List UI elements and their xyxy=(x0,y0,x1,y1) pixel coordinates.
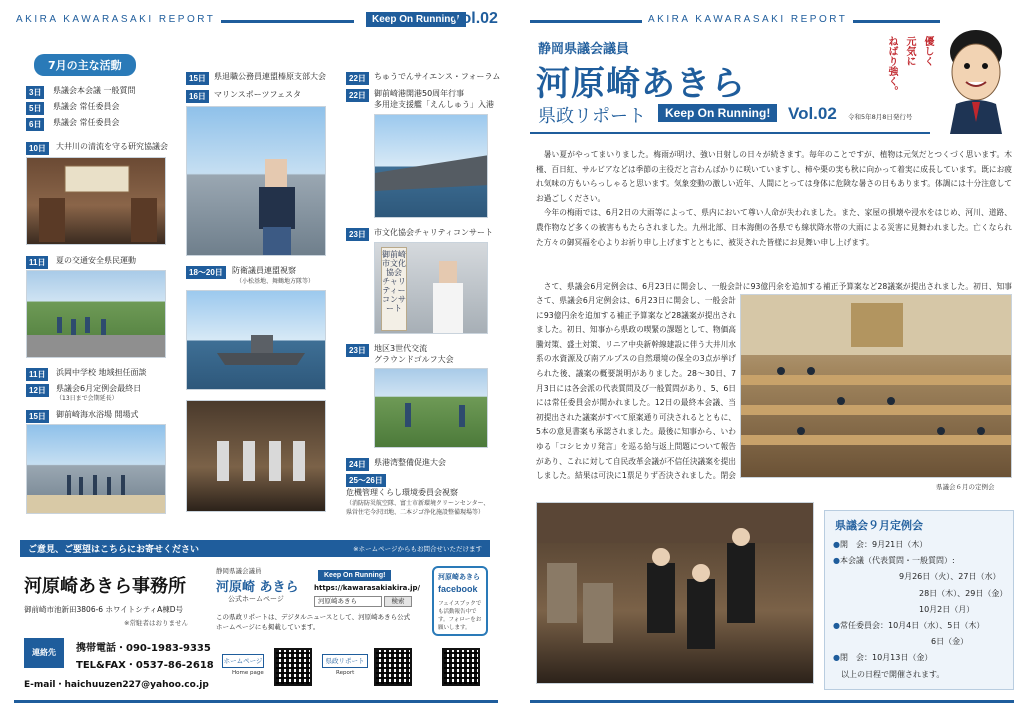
website-small-label: 静岡県議会議員 xyxy=(216,567,262,575)
right-page xyxy=(512,0,1024,724)
website-search-input[interactable]: 河原崎あきら xyxy=(314,596,382,607)
date-tag: 11日 xyxy=(26,256,48,269)
slogan-line: 優しく xyxy=(922,36,933,66)
facebook-desc: フェイスブックでも活動報告中です。フォローをお願いします。 xyxy=(438,601,482,631)
activity-text: 県議会6月定例会最終日 xyxy=(56,384,142,393)
phone-mobile[interactable]: 携帯電話・090-1983-9335 xyxy=(76,643,211,654)
activity-text: 夏の交通安全県民運動 xyxy=(56,256,136,265)
photo-inspection-group xyxy=(186,400,326,512)
report-qr[interactable] xyxy=(374,648,412,686)
title-rule xyxy=(530,132,930,134)
date-tag: 24日 xyxy=(346,458,369,471)
september-session-box xyxy=(824,510,1014,690)
activity-note: 県営住宅今沢団地、二本ジゴ浄化施設整備現場等） xyxy=(346,509,485,516)
activity-text: 浜岡中学校 地域担任面談 xyxy=(56,368,147,377)
paragraph-3-first-line xyxy=(536,280,1012,295)
office-name: 河原崎あきら事務所 xyxy=(24,576,186,597)
facebook-box[interactable] xyxy=(432,566,488,636)
photo-naval-ship xyxy=(186,290,326,390)
activity-text: 県議会 常任委員会 xyxy=(53,118,120,127)
date-tag: 22日 xyxy=(346,72,369,85)
volume-number-right: Vol.02 xyxy=(788,104,837,123)
session-line: 9月26日（火）、27日（水） xyxy=(899,572,1001,582)
website-search-button[interactable]: 検索 xyxy=(384,596,412,607)
session-footer: 以上の日程で開催されます。 xyxy=(841,669,945,679)
activity-text: 県退職公務員連盟榛原支部大会 xyxy=(214,72,326,81)
photo-traffic-safety xyxy=(26,270,166,358)
photo-ship-port xyxy=(374,114,488,218)
activity-note: （13日まで会期延長） xyxy=(56,395,118,402)
photo-river-council xyxy=(26,157,166,245)
photo-caption: 県議会６月の定例会 xyxy=(936,483,995,491)
activity-note: （小松基地、舞鶴地方隊等） xyxy=(236,278,315,285)
date-tag: 25～26日 xyxy=(346,474,386,487)
activity-text: 市文化協会チャリティコンサート xyxy=(374,228,493,237)
footer-rule xyxy=(530,700,1014,703)
date-tag: 22日 xyxy=(346,89,369,102)
email-address[interactable]: haichuuzen227@yahoo.co.jp xyxy=(64,680,209,690)
activity-text: ちゅうでんサイエンス・フォーラム xyxy=(374,72,501,81)
politician-subtitle: 静岡県議会議員 xyxy=(538,42,630,57)
report-label-right: AKIRA KAWARASAKI REPORT xyxy=(642,14,853,25)
session-item: ●閉 会：10月13日（金） xyxy=(833,653,933,663)
contact-banner-text: ご意見、ご要望はこちらにお寄せください xyxy=(28,545,200,555)
report-label: 県政リポート xyxy=(322,654,368,668)
activity-note: （消防防災航空隊、富士市新環境クリーンセンター、 xyxy=(346,500,490,507)
activity-text: 御前崎海水浴場 開場式 xyxy=(56,410,139,419)
date-tag: 6日 xyxy=(26,118,44,131)
activity-text: 地区3世代交流 xyxy=(374,344,428,353)
website-kor-badge: Keep On Running! xyxy=(318,570,391,581)
politician-name: 河原崎あきら xyxy=(536,64,746,104)
office-address: 御前崎市池新田3806-6 ホワイトシティA棟D号 xyxy=(24,605,184,614)
activity-text: マリンスポーツフェスタ xyxy=(214,90,302,99)
date-tag: 3日 xyxy=(26,86,44,99)
activity-text: 多用途支援艦「えんしゅう」入港 xyxy=(374,100,494,109)
photo-beach-opening xyxy=(26,424,166,514)
photo-marine-sports xyxy=(186,106,326,256)
phone-tel-fax[interactable]: TEL&FAX・0537-86-2618 xyxy=(76,660,214,671)
report-title: 県政リポート xyxy=(538,106,646,127)
date-tag: 12日 xyxy=(26,384,49,397)
email-label: E-mail・ xyxy=(24,680,65,690)
date-tag: 23日 xyxy=(346,344,369,357)
keep-on-running-badge: Keep On Running! xyxy=(366,12,466,27)
session-line: 6日（金） xyxy=(931,637,969,647)
photo-charity-concert xyxy=(374,242,488,334)
paragraph-3-narrow xyxy=(536,294,736,486)
intro-paragraphs xyxy=(536,148,1012,250)
contact-banner xyxy=(20,540,490,557)
date-tag: 5日 xyxy=(26,102,44,115)
office-note: ※常駐者はおりません xyxy=(124,619,188,627)
date-tag: 16日 xyxy=(186,90,209,103)
homepage-qr[interactable] xyxy=(274,648,312,686)
activity-text: 危機管理くらし環境委員会視察 xyxy=(346,488,458,497)
paragraph: さて、県議会6月定例会は、6月23日に開会し、一般会計に93億円余を追加する補正予算案など28議案が提出されました。初日、知事から県政の喫緊の課題として、物価高騰対策、盛土対策、リニア中央新幹線建設に伴う大井川水系の水資源及び南アルプスの自然環境の保全の3点が挙げられた後、議案の概要説明がありました。28～30日、7月3日には各会派の代表質問及び一般質問があり、5、6日には常任委員会が開かれました。12日の最終本会議、当初提出された議案がすべて原案通り可決されるとともに、5本の意見書案も承認されました。最後に知事から、いわゆる「コシヒカリ発言」を巡る給与返上問題について報告があり、これに対して自民改革会議が不信任決議案を提出しました。結果は可決に1票足りず否決されました。閉会 xyxy=(536,296,736,481)
paragraph: 暑い夏がやってまいりました。梅雨が明け、強い日射しの日々が続きます。毎年のことですが、植物は元気だとつくづく思います。木槿、百日紅、サルビアなどは季節の主役だと言わんばかりに咲いていますし、柿や栗の実も秋に向かって着実に成長しています。既にお疲れ気味の方もいらっしゃると思います。気象変動の激しい近年、人間にとっては身体に危険な暑さの日もあります。体調には十分注意してお過ごしください。 xyxy=(536,150,1012,203)
email-row xyxy=(24,677,209,690)
report-label: AKIRA KAWARASAKI REPORT xyxy=(10,14,221,25)
section-title: 7月の主な活動 xyxy=(34,54,136,76)
photo-assembly-hall xyxy=(740,294,1012,478)
report-sub: Report xyxy=(336,670,355,676)
activity-text: 県議会本会議 一般質問 xyxy=(53,86,136,95)
caricature-portrait xyxy=(936,18,1016,134)
issue-date: 令和5年8月8日発行号 xyxy=(848,113,913,121)
footer-rule xyxy=(14,700,498,703)
session-item: ●常任委員会：10月4日（水）、5日（木） xyxy=(833,621,985,631)
activity-text: 大井川の清流を守る研究協議会 xyxy=(56,142,168,151)
keep-on-running-badge-right: Keep On Running! xyxy=(658,104,777,122)
facebook-name: 河原崎あきら xyxy=(438,573,480,581)
facebook-label: facebook xyxy=(438,584,478,594)
paragraph: さて、県議会6月定例会は、6月23日に開会し、一般会計に93億円余を追加する補正予算案など28議案が提出されました。初日、知事 xyxy=(543,282,1012,291)
activity-text: 県港湾整備促進大会 xyxy=(374,458,446,467)
slogan-line: 元気に xyxy=(904,36,915,66)
facebook-qr[interactable] xyxy=(442,648,480,686)
session-schedule xyxy=(833,537,1007,683)
volume-number: Vol.02 xyxy=(452,10,498,27)
activity-text: 御前崎港開港50周年行事 xyxy=(374,89,465,98)
session-item: ●開 会：9月21日（木） xyxy=(833,540,928,549)
activity-text: グラウンドゴルフ大会 xyxy=(374,355,454,364)
website-name: 河原崎 あきら xyxy=(216,580,299,595)
date-tag: 11日 xyxy=(26,368,48,381)
slogan xyxy=(884,36,935,96)
homepage-label: ホームページ xyxy=(222,654,264,668)
date-tag: 15日 xyxy=(26,410,49,423)
website-url[interactable]: https://kawarasakiakira.jp/ xyxy=(314,584,421,592)
session-title: 県議会９月定例会 xyxy=(835,519,923,532)
session-line: 10月2日（月） xyxy=(919,604,975,614)
photo-assembly-seats xyxy=(536,502,814,684)
session-item: ●本会議（代表質問・一般質問）: xyxy=(833,556,955,566)
activity-text: 県議会 常任委員会 xyxy=(53,102,120,111)
paragraph: 今年の梅雨では、6月2日の大雨等によって、県内において尊い人命が失われました。また、家屋の損壊や浸水をはじめ、河川、道路、農作物など多くの被害ももたらされました。九州北部、日本海側の各県でも線状降水帯の大雨による災害に見舞われました。亡くなられた方々の御冥福を心よりお祈り申し上げますとともに、被災された皆様にお見舞い申し上げます。 xyxy=(536,208,1012,247)
website-desc: この県政リポートは、デジタルニュースとして、河原崎あきら公式ホームページにも掲載しています。 xyxy=(216,613,411,631)
website-sub: 公式ホームページ xyxy=(228,595,284,603)
photo-ground-golf xyxy=(374,368,488,448)
contact-label: 連絡先 xyxy=(24,638,64,668)
session-line: 28日（木）、29日（金） xyxy=(919,588,1008,598)
charity-sign: 御前崎市文化協会 チャリティーコンサート xyxy=(381,247,407,331)
slogan-line: ねばり強く。 xyxy=(886,36,897,96)
date-tag: 23日 xyxy=(346,228,369,241)
date-tag: 18～20日 xyxy=(186,266,226,279)
date-tag: 10日 xyxy=(26,142,49,155)
date-tag: 15日 xyxy=(186,72,209,85)
contact-banner-note: ※ホームページからもお問合せいただけます xyxy=(353,545,482,553)
activity-text: 防衛議員連盟視察 xyxy=(232,266,296,275)
homepage-sub: Home page xyxy=(232,670,264,676)
